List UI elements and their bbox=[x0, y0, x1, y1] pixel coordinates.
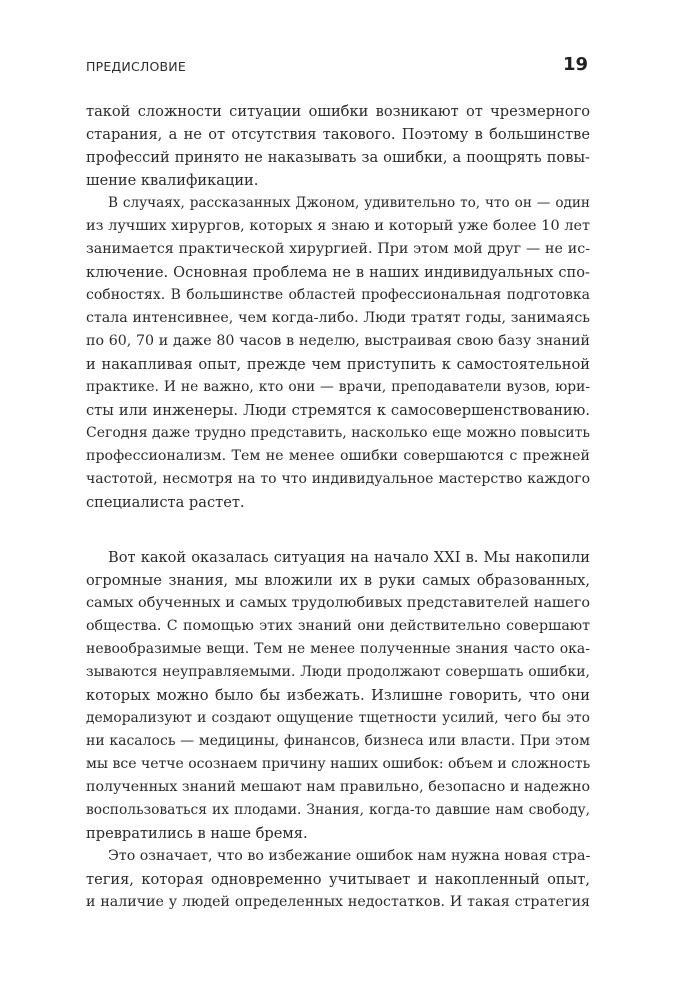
text-line: В случаях, рассказанных Джоном, удивительно то, что он — один bbox=[108, 195, 590, 211]
text-line: специалиста растет. bbox=[86, 494, 245, 511]
text-line: из лучших хирургов, которых я знаю и который уже более 10 лет bbox=[86, 218, 590, 234]
text-line: сты или инженеры. Люди стремятся к самосовершенствованию. bbox=[86, 402, 590, 419]
text-line: стала интенсивнее, чем когда-либо. Люди тратят годы, занимаясь bbox=[86, 310, 590, 326]
text-line: профессионализм. Тем не менее ошибки совершаются с прежней bbox=[86, 448, 590, 464]
text-line: зываются неуправляемыми. Люди продолжают совершать ошибки, bbox=[86, 664, 590, 680]
text-line: частотой, несмотря на то что индивидуальное мастерство каждого bbox=[86, 471, 590, 487]
text-line: ни касалось — медицины, финансов, бизнеса или власти. При этом bbox=[86, 733, 590, 749]
section-break bbox=[86, 514, 590, 546]
text-line: превратились в наше бремя. bbox=[86, 825, 308, 842]
text-line: такой сложности ситуации ошибки возникают от чрезмерного bbox=[86, 103, 590, 120]
text-line: деморализуют и создают ощущение тщетности усилий, чего бы это bbox=[86, 710, 590, 726]
text-line: практике. И не важно, кто они — врачи, преподаватели вузов, юри- bbox=[86, 379, 590, 395]
text-line: Это означает, что во избежание ошибок нам нужна новая стра- bbox=[108, 848, 591, 864]
text-line: профессий принято не наказывать за ошибки, а поощрять повы- bbox=[86, 149, 590, 166]
text-line: невообразимые вещи. Тем не менее полученные знания часто ока- bbox=[86, 641, 590, 657]
text-line: воспользоваться их плодами. Знания, когда-то давшие нам свободу, bbox=[86, 802, 590, 818]
body-text bbox=[86, 100, 590, 914]
text-line: шение квалификации. bbox=[86, 172, 259, 189]
paragraph-1 bbox=[86, 100, 590, 192]
text-line: ключение. Основная проблема не в наших индивидуальных спо- bbox=[86, 264, 590, 281]
text-line: которых можно было бы избежать. Излишне говорить, что они bbox=[86, 687, 590, 704]
running-head: ПРЕДИСЛОВИЕ bbox=[86, 59, 186, 74]
text-line: занимается практической хирургией. При этом мой друг — не ис- bbox=[86, 241, 590, 257]
text-line: самых обученных и самых трудолюбивых представителей нашего bbox=[86, 595, 590, 611]
text-line: по 60, 70 и даже 80 часов в неделю, выстраивая свою базу знаний bbox=[86, 333, 590, 349]
text-line: Вот какой оказалась ситуация на начало XXI в. Мы накопили bbox=[108, 549, 590, 566]
text-line: общества. С помощью этих знаний они действительно совершают bbox=[86, 618, 590, 634]
paragraph-3 bbox=[86, 546, 590, 845]
text-line: полученных знаний мешают нам правильно, безопасно и надежно bbox=[86, 779, 590, 795]
text-line: огромные знания, мы вложили их в руки самых образованных, bbox=[86, 572, 590, 589]
paragraph-2 bbox=[86, 192, 590, 514]
page-number: 19 bbox=[562, 54, 588, 75]
text-line: старания, а не от отсутствия такового. Поэтому в большинстве bbox=[86, 126, 590, 143]
text-line: и накапливая опыт, прежде чем приступить к самостоятельной bbox=[86, 356, 590, 373]
text-line: тегия, которая одновременно учитывает и накопленный опыт, bbox=[86, 871, 590, 888]
paragraph-4 bbox=[86, 845, 590, 914]
text-line: и наличие у людей определенных недостатков. И такая стратегия bbox=[86, 894, 590, 910]
text-line: собностях. В большинстве областей профессиональная подготовка bbox=[86, 287, 590, 303]
text-line: мы все четче осознаем причину наших ошибок: объем и сложность bbox=[86, 756, 591, 772]
text-line: Сегодня даже трудно представить, насколько еще можно повысить bbox=[86, 425, 590, 441]
